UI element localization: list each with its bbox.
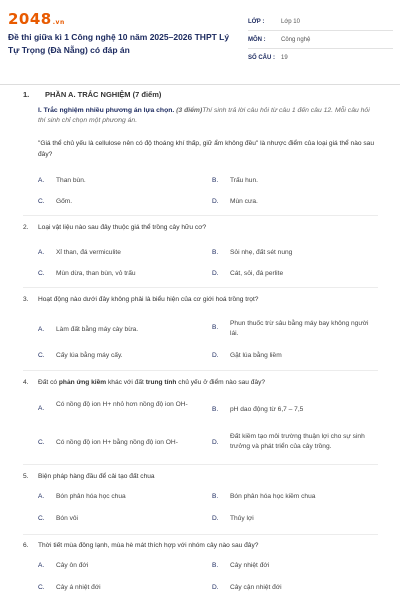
question-stem: Thời tiết mùa đông lạnh, mùa hè mát thích hợp với nhóm cây nào sau đây? [38, 542, 259, 549]
option-letter: A. [38, 326, 45, 333]
option-a[interactable] [38, 248, 188, 258]
option-letter: C. [38, 515, 45, 522]
question-2 [23, 224, 206, 231]
question-stem-part: khác với đất [106, 379, 146, 386]
question-stem: Loại vật liệu nào sau đây thuộc giá thể trồng cây hữu cơ? [38, 224, 207, 231]
option-text: Có nồng độ ion H+ nhỏ hơn nồng độ ion OH- [56, 401, 188, 408]
exam-meta [248, 13, 393, 66]
instruction-points: (3 điểm) [176, 107, 203, 114]
option-a[interactable] [38, 400, 203, 410]
option-letter: B. [212, 177, 219, 184]
site-logo[interactable] [8, 10, 65, 28]
question-stem: Hoạt động nào dưới đây không phải là biểu hiện của cơ giới hoá trồng trọt? [38, 296, 259, 303]
option-letter: D. [212, 198, 219, 205]
question-3 [23, 296, 258, 303]
option-text: Bón vôi [56, 515, 78, 522]
option-d[interactable] [212, 269, 378, 279]
option-text: Cấy lúa bằng máy cấy. [56, 352, 123, 359]
option-letter: D. [212, 439, 219, 446]
option-b[interactable] [212, 176, 378, 186]
logo-suffix[interactable]: .vn [52, 19, 65, 26]
option-c[interactable] [38, 351, 188, 361]
option-a[interactable] [38, 492, 188, 502]
option-a[interactable] [38, 561, 188, 571]
option-a[interactable] [38, 325, 188, 335]
meta-key: MÔN : [248, 36, 266, 43]
option-d[interactable] [212, 351, 378, 361]
divider [23, 370, 378, 371]
section-number: 1. [23, 90, 30, 99]
option-c[interactable] [38, 583, 188, 593]
question-stem-bold: trung tính [145, 379, 177, 386]
section-title: PHẦN A. TRẮC NGHIỆM (7 điểm) [45, 90, 162, 99]
option-text: Mùn cưa. [230, 198, 258, 205]
option-text: Gốm. [56, 198, 73, 205]
instruction-heading: I. Trắc nghiệm nhiều phương án lựa chọn. [38, 107, 175, 114]
option-letter: B. [212, 493, 219, 500]
instruction [38, 106, 378, 126]
option-text: Cây ôn đới [56, 562, 89, 569]
question-number: 6. [23, 542, 29, 549]
option-text: Trấu hun. [230, 177, 258, 184]
option-text: pH dao động từ 6,7 – 7,5 [230, 406, 304, 413]
option-letter: A. [38, 562, 45, 569]
meta-value: Lớp 10 [281, 18, 300, 25]
divider [23, 464, 378, 465]
option-text: Cây cận nhiệt đới [230, 584, 282, 591]
meta-row-grade [248, 13, 393, 31]
meta-value: 19 [281, 54, 288, 61]
option-c[interactable] [38, 438, 208, 448]
option-c[interactable] [38, 197, 188, 207]
logo-text[interactable]: 2048 [8, 10, 52, 28]
divider [23, 287, 378, 288]
meta-row-subject [248, 31, 393, 49]
option-text: Gặt lúa bằng liềm [230, 352, 282, 359]
section-heading [23, 90, 161, 99]
meta-key: LỚP : [248, 18, 265, 25]
option-b[interactable] [212, 248, 378, 258]
question-number: 4. [23, 379, 29, 386]
option-text: Có nồng độ ion H+ bằng nồng độ ion OH- [56, 439, 178, 446]
option-letter: B. [212, 324, 219, 331]
option-text: Bón phân hóa học chua [56, 493, 126, 500]
meta-row-count [248, 49, 393, 66]
page-header [0, 0, 400, 85]
question-stem-part: Đất có [38, 379, 59, 386]
option-letter: A. [38, 249, 45, 256]
option-d[interactable] [212, 432, 378, 451]
option-text: Mùn dừa, than bùn, vỏ trấu [56, 270, 136, 277]
option-b[interactable] [212, 561, 378, 571]
divider [23, 215, 378, 216]
divider [23, 534, 378, 535]
option-letter: C. [38, 270, 45, 277]
instruction-text: Thí sinh trả lời câu hỏi từ câu 1 đến câu 12. Mỗi câu hỏi thí sinh chỉ chọn một phương án. [38, 107, 370, 124]
option-text: Bón phân hóa học kiềm chua [230, 493, 316, 500]
option-letter: C. [38, 198, 45, 205]
option-letter: A. [38, 493, 45, 500]
question-6 [23, 542, 258, 549]
option-d[interactable] [212, 583, 378, 593]
question-stem: "Giá thể chủ yếu là cellulose nên có độ thoáng khí thấp, giữ ẩm không đều" là nhược điểm của loại giá thể nào sau đây? [38, 140, 375, 158]
page-title: Đề thi giữa kì 1 Công nghệ 10 năm 2025–2026 THPT Lý Tự Trọng (Đà Nẵng) có đáp án [8, 32, 230, 55]
question-number: 2. [23, 224, 29, 231]
option-text: Thủy lợi [230, 515, 254, 522]
option-c[interactable] [38, 269, 188, 279]
question-stem-part: chủ yếu ở điểm nào sau đây? [176, 379, 266, 386]
option-text: Phun thuốc trừ sâu bằng máy bay không người lái. [230, 320, 369, 337]
option-letter: A. [38, 405, 45, 412]
option-d[interactable] [212, 197, 378, 207]
question-4 [23, 379, 265, 386]
option-letter: B. [212, 249, 219, 256]
option-letter: C. [38, 584, 45, 591]
option-b[interactable] [212, 319, 378, 338]
option-d[interactable] [212, 514, 378, 524]
question-stem-bold: phản ứng kiềm [58, 379, 107, 386]
option-letter: A. [38, 177, 45, 184]
option-letter: C. [38, 439, 45, 446]
option-text: Đất kiềm tạo môi trường thuận lợi cho sự sinh trưởng và phát triển của cây trồng. [230, 433, 365, 450]
question-stem: Biện pháp hàng đầu để cải tạo đất chua [38, 473, 155, 480]
option-letter: B. [212, 406, 219, 413]
option-b[interactable] [212, 405, 378, 415]
option-a[interactable] [38, 176, 188, 186]
option-text: Cây á nhiệt đới [56, 584, 101, 591]
question-5 [23, 473, 155, 480]
option-text: Làm đất bằng máy cày bừa. [56, 326, 139, 333]
option-text: Cây nhiệt đới [230, 562, 270, 569]
option-letter: C. [38, 352, 45, 359]
option-text: Cát, sỏi, đá perlite [230, 270, 284, 277]
question-number: 5. [23, 473, 29, 480]
option-letter: D. [212, 515, 219, 522]
option-text: Than bùn. [56, 177, 86, 184]
option-text: Xỉ than, đá vermiculite [56, 249, 121, 256]
option-letter: D. [212, 270, 219, 277]
option-text: Sỏi nhẹ, đất sét nung [230, 249, 293, 256]
meta-key: SỐ CÂU : [248, 54, 275, 61]
question-number: 3. [23, 296, 29, 303]
option-letter: B. [212, 562, 219, 569]
meta-value: Công nghệ [281, 36, 311, 43]
option-letter: D. [212, 352, 219, 359]
option-c[interactable] [38, 514, 188, 524]
option-b[interactable] [212, 492, 378, 502]
option-letter: D. [212, 584, 219, 591]
